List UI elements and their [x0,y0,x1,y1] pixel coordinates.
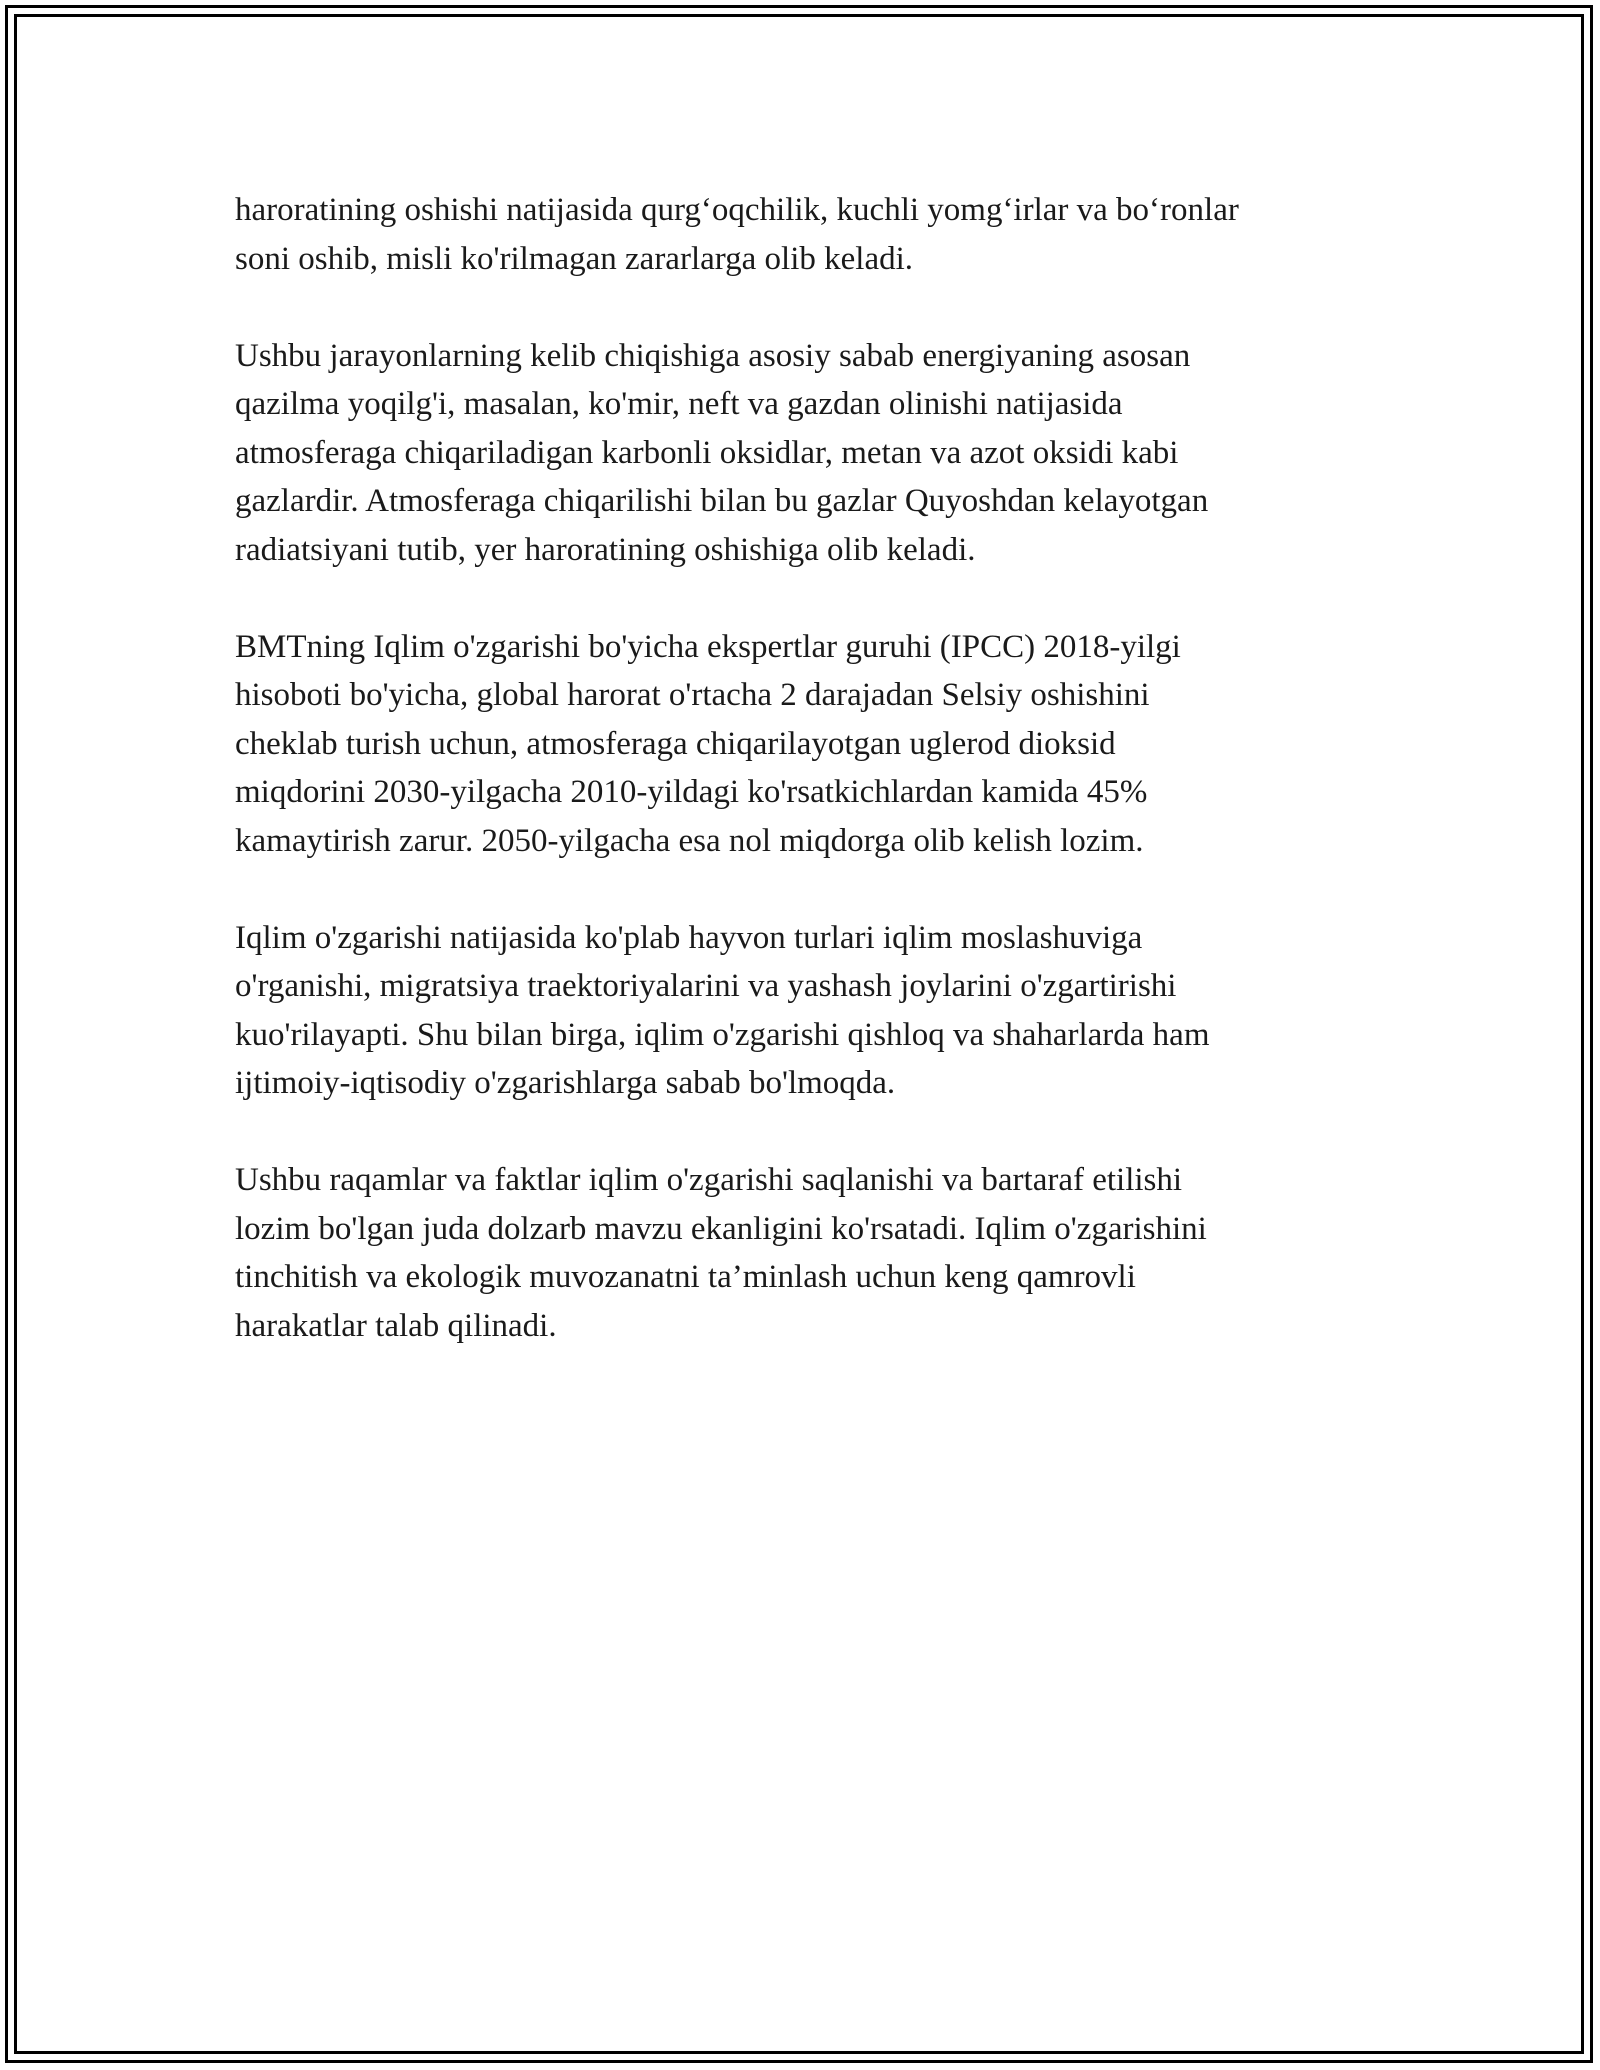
text-line: miqdorini 2030-yilgacha 2010-yildagi ko'rsatkichlardan kamida 45% [235,774,1148,810]
text-line: lozim bo'lgan juda dolzarb mavzu ekanligini ko'rsatadi. Iqlim o'zgarishini [235,1210,1207,1247]
text-line: kamaytirish zarur. 2050-yilgacha esa nol miqdorga olib kelish lozim. [235,822,1144,859]
text-line: ijtimoiy-iqtisodiy o'zgarishlarga sabab bo'lmoqda. [235,1065,896,1101]
text-line: soni oshib, misli ko'rilmagan zararlarga olib keladi. [235,240,914,277]
paragraph-2 [235,332,1385,575]
text-line: Iqlim o'zgarishi natijasida ko'plab hayvon turlari iqlim moslashuviga [235,919,1143,956]
text-line: harakatlar talab qilinadi. [235,1307,557,1344]
paragraph-3 [235,623,1385,866]
text-line: gazlardir. Atmosferaga chiqarilishi bilan bu gazlar Quyoshdan kelayotgan [235,483,1209,519]
text-line: radiatsiyani tutib, yer haroratining oshishiga olib keladi. [235,531,976,568]
text-line: tinchitish va ekologik muvozanatni ta’minlash uchun keng qamrovli [235,1259,1136,1295]
text-line: cheklab turish uchun, atmosferaga chiqarilayotgan uglerod dioksid [235,725,1116,762]
text-line: qazilma yoqilg'i, masalan, ko'mir, neft va gazdan olinishi natijasida [235,386,1123,422]
text-line: Ushbu jarayonlarning kelib chiqishiga asosiy sabab energiyaning asosan [235,337,1191,374]
document-body [235,186,1385,1399]
text-line: BMTning Iqlim o'zgarishi bo'yicha ekspertlar guruhi (IPCC) 2018-yilgi [235,628,1181,665]
paragraph-5 [235,1156,1385,1350]
text-line: atmosferaga chiqariladigan karbonli oksidlar, metan va azot oksidi kabi [235,434,1179,471]
text-line: hisoboti bo'yicha, global harorat o'rtacha 2 darajadan Selsiy oshishini [235,677,1150,713]
text-line: o'rganishi, migratsiya traektoriyalarini va yashash joylarini o'zgartirishi [235,968,1177,1004]
text-line: haroratining oshishi natijasida qurg‘oqchilik, kuchli yomg‘irlar va bo‘ronlar [235,192,1239,228]
paragraph-1 [235,186,1385,283]
text-line: kuo'rilayapti. Shu bilan birga, iqlim o'zgarishi qishloq va shaharlarda ham [235,1016,1210,1053]
text-line: Ushbu raqamlar va faktlar iqlim o'zgarishi saqlanishi va bartaraf etilishi [235,1162,1183,1198]
paragraph-4 [235,914,1385,1108]
